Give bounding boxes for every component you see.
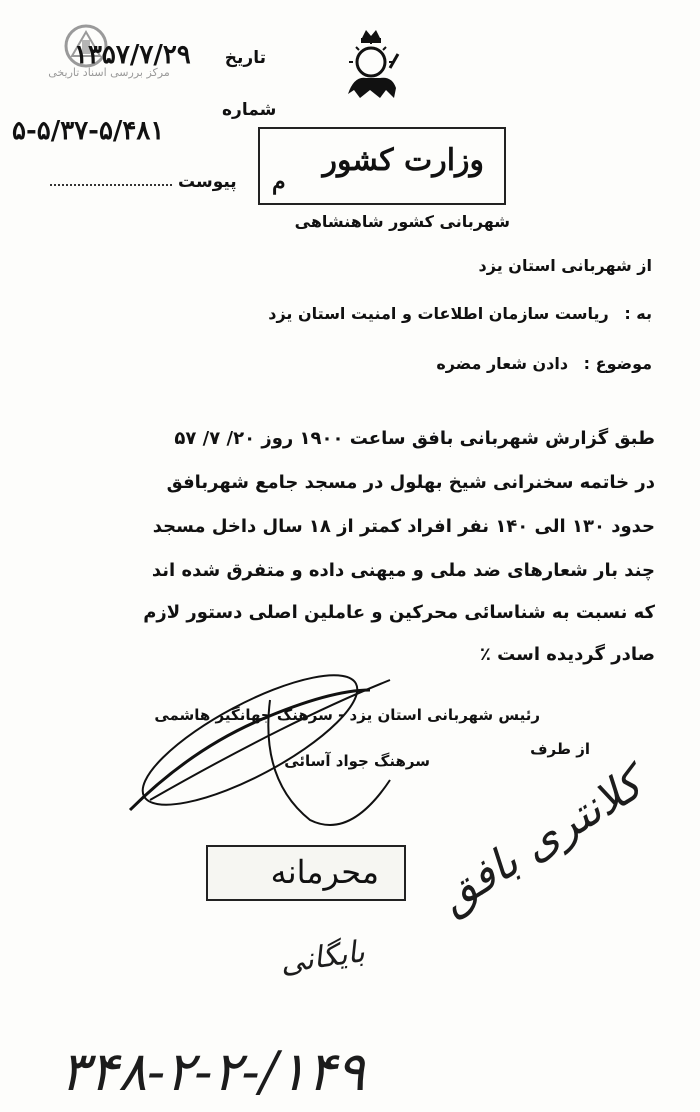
attachment-dots: [50, 184, 172, 186]
ministry-prefix: م: [272, 169, 286, 195]
watermark-text: مرکز بررسی اسناد تاریخی: [48, 66, 170, 79]
subject-label: موضوع :: [583, 354, 652, 373]
date-value: ۱۳۵۷/۷/۲۹: [74, 40, 191, 70]
deputy-signatory-line: سرهنگ جواد آسائی: [284, 752, 430, 770]
subject-value: دادن شعار مضره: [436, 354, 569, 373]
number-value: ۵-۵/۳۷-۵/۴۸۱: [12, 116, 165, 146]
attachment-label: پیوست: [178, 172, 237, 192]
body-line: حدود ۱۳۰ الی ۱۴۰ نفر افراد کمتر از ۱۸ سال داخل مسجد: [152, 516, 655, 537]
handwritten-note-bafq: کلانتری بافق: [430, 758, 652, 924]
body-line: صادر گردیده است ٪: [479, 644, 655, 665]
to-label: به :: [624, 304, 652, 323]
department-name: شهربانی کشور شاهنشاهی: [294, 212, 510, 231]
signatory-line: رئیس شهربانی استان یزد - سرهنگ جهانگیر هاشمی: [154, 706, 540, 724]
date-label-wrap: [186, 48, 266, 68]
body-line: طبق گزارش شهربانی بافق ساعت ۱۹۰۰ روز ۲۰/ ۷/ ۵۷: [174, 428, 655, 449]
ministry-name: وزارت کشور: [322, 143, 484, 178]
ministry-letterhead-box: [258, 127, 506, 205]
to-value: ریاست سازمان اطلاعات و امنیت استان یزد: [268, 304, 609, 323]
subject-line: [436, 354, 652, 373]
number-label: شماره: [222, 100, 277, 120]
date-label: تاریخ: [224, 48, 266, 68]
archive-reference-number: ۳۴۸-۲-۲-/۱۴۹: [60, 1040, 365, 1103]
confidential-stamp: [206, 845, 406, 901]
lion-and-sun-emblem-icon: [340, 28, 402, 102]
body-line: در خاتمه سخنرانی شیخ بهلول در مسجد جامع شهربافق: [166, 472, 655, 493]
stamp-text: محرمانه: [270, 853, 379, 891]
body-line: که نسبت به شناسائی محرکین و عاملین اصلی دستور لازم: [143, 602, 655, 623]
handwritten-signature-icon: [110, 660, 410, 860]
body-line: چند بار شعارهای ضد ملی و میهنی داده و متفرق شده اند: [151, 560, 655, 581]
to-line: [268, 304, 652, 323]
on-behalf-label: از طرف: [530, 740, 590, 758]
handwritten-note-archive: بایگانی: [277, 934, 367, 981]
from-line: از شهربانی استان یزد: [478, 256, 652, 275]
